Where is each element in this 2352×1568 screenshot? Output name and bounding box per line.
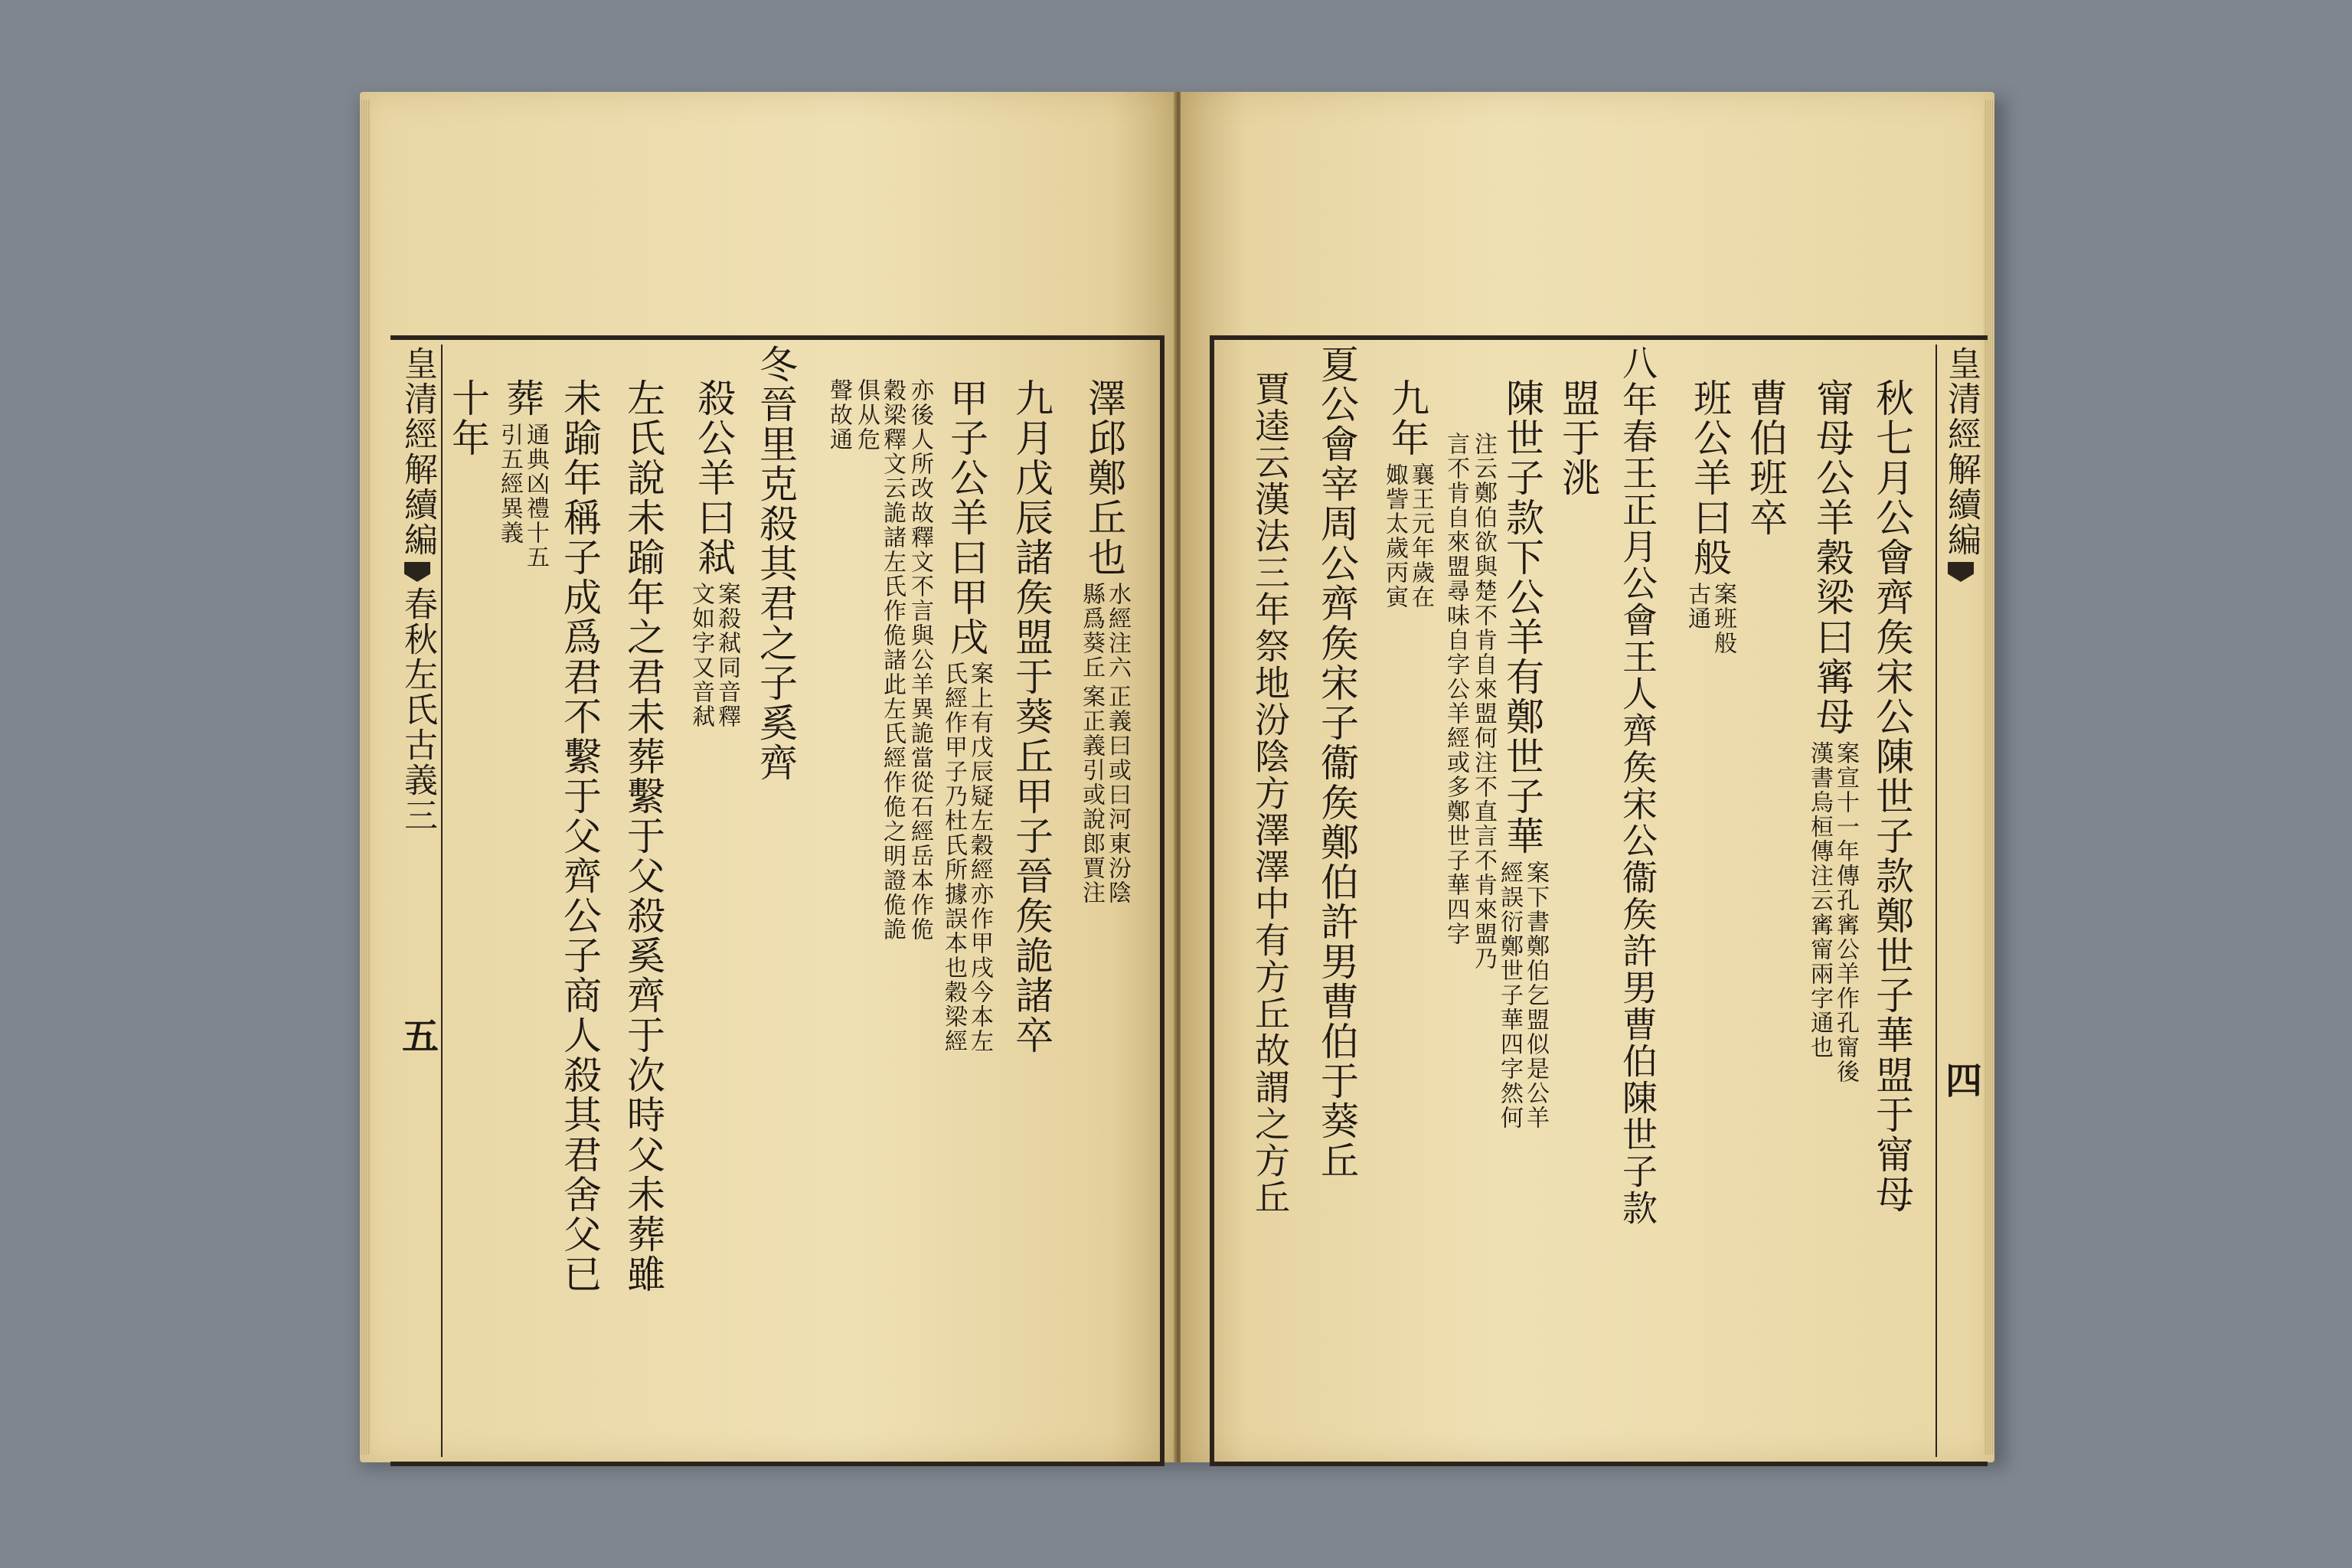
right-col-7 bbox=[1498, 378, 1547, 1130]
column-text: 葬 bbox=[500, 378, 544, 418]
column-text: 盟于洮 bbox=[1556, 378, 1600, 498]
right-col-5 bbox=[1617, 345, 1658, 1227]
note-left: 引五經異義 bbox=[496, 423, 523, 545]
note-right: 案班般 bbox=[1710, 582, 1736, 655]
left-page bbox=[360, 92, 1175, 1462]
left-section-title: 春秋左氏古義三 bbox=[398, 586, 437, 833]
note-left: 縣爲葵丘 bbox=[1078, 582, 1105, 680]
column-text: 十年 bbox=[446, 378, 490, 458]
right-page bbox=[1181, 92, 1994, 1462]
left-col-1 bbox=[1080, 378, 1129, 905]
column-text: 殺公羊曰弒 bbox=[691, 378, 736, 577]
note-right: 案下書鄭伯乞盟似是公羊 bbox=[1522, 861, 1549, 1130]
left-col-4 bbox=[880, 378, 931, 942]
note-left: 娵訾太歲丙寅 bbox=[1381, 462, 1408, 609]
right-margin-column bbox=[1934, 340, 1988, 1462]
right-col-6 bbox=[1556, 378, 1600, 498]
column-text: 秋七月公會齊矦宋公陳世子款鄭世子華盟于甯母 bbox=[1870, 378, 1914, 1214]
left-page-number: 五 bbox=[395, 1017, 439, 1055]
note-right: 俱从危 bbox=[853, 378, 880, 452]
column-text: 班公羊曰般 bbox=[1687, 378, 1732, 577]
right-page-number: 四 bbox=[1939, 1061, 1982, 1099]
fish-tail-mark bbox=[1948, 562, 1974, 582]
note-left: 案正義引或說郎賈注 bbox=[1078, 684, 1105, 905]
right-col-3 bbox=[1743, 378, 1788, 537]
column-text: 賈逵云漢法三年祭地汾陰方澤澤中有方丘故謂之方丘 bbox=[1250, 371, 1291, 1216]
column-text: 未踰年稱子成爲君不繫于父齊公子商人殺其君舍父已 bbox=[557, 378, 602, 1294]
right-col-9 bbox=[1383, 378, 1432, 609]
right-col-8 bbox=[1442, 432, 1497, 971]
column-text: 八年春王正月公會王人齊矦宋公衞矦許男曹伯陳世子款 bbox=[1617, 345, 1658, 1227]
column-text: 左氏說未踰年之君未葬繫于父殺奚齊于次時父未葬雖 bbox=[621, 378, 665, 1294]
left-margin-column bbox=[390, 340, 444, 1462]
left-col-2 bbox=[1009, 378, 1054, 1055]
left-col-9 bbox=[557, 378, 602, 1294]
column-text: 曹伯班卒 bbox=[1743, 378, 1788, 537]
note-left: 言不肯自來盟尋味自字公羊經或多鄭世子華四字 bbox=[1442, 432, 1469, 946]
note-left: 文如字又音弒 bbox=[688, 582, 714, 729]
note-right: 案宣十一年傳孔寗公羊作孔甯後 bbox=[1832, 741, 1859, 1084]
left-col-6 bbox=[753, 345, 798, 782]
left-col-3 bbox=[942, 378, 991, 1054]
right-text-frame bbox=[1210, 335, 1988, 1466]
note-left: 古通 bbox=[1684, 582, 1710, 631]
left-col-10 bbox=[498, 378, 547, 570]
column-text: 九年 bbox=[1385, 378, 1429, 458]
column-text: 甲子公羊曰甲戌 bbox=[944, 378, 988, 657]
note-right: 正義曰或曰河東汾陰 bbox=[1104, 684, 1131, 905]
column-text: 九月戊辰諸矦盟于葵丘甲子晉矦詭諸卒 bbox=[1009, 378, 1054, 1055]
left-col-5 bbox=[825, 378, 880, 452]
note-right: 水經注六 bbox=[1104, 582, 1131, 680]
column-text: 陳世子款下公羊有鄭世子華 bbox=[1500, 378, 1544, 856]
left-text-frame bbox=[390, 335, 1165, 1466]
column-text: 甯母公羊穀梁曰寗母 bbox=[1810, 378, 1854, 737]
note-right: 亦後人所改故釋文不言與公羊異詭當從石經岳本作佹 bbox=[906, 378, 933, 942]
right-col-11 bbox=[1250, 371, 1291, 1216]
open-book bbox=[360, 92, 1994, 1462]
note-left: 穀梁釋文云詭諸左氏作佹諸此左氏經作佹之明證佹詭 bbox=[879, 378, 906, 942]
left-book-title: 皇清經解續編 bbox=[398, 346, 437, 557]
note-left: 經誤衍鄭世子華四字然何 bbox=[1496, 861, 1523, 1130]
right-col-2 bbox=[1808, 378, 1857, 1084]
fish-tail-mark bbox=[404, 562, 430, 582]
column-text: 冬晉里克殺其君之子奚齊 bbox=[753, 345, 798, 782]
left-col-8 bbox=[621, 378, 665, 1294]
note-left: 氏經作甲子乃杜氏所據誤本也穀梁經 bbox=[940, 662, 967, 1054]
column-text: 澤邱鄭丘也 bbox=[1082, 378, 1126, 577]
note-right: 通典凶禮十五 bbox=[522, 423, 549, 570]
column-text: 夏公會宰周公齊矦宋子衞矦鄭伯許男曹伯于葵丘 bbox=[1315, 345, 1359, 1181]
note-left: 漢書烏桓傳注云寗甯兩字通也 bbox=[1806, 741, 1833, 1060]
right-col-10 bbox=[1315, 345, 1359, 1181]
note-right: 案殺弒同音釋 bbox=[714, 582, 740, 729]
right-col-4 bbox=[1685, 378, 1734, 655]
note-right: 案上有戊辰疑左穀經亦作甲戌今本左 bbox=[966, 662, 993, 1054]
right-book-title: 皇清經解續編 bbox=[1942, 346, 1981, 557]
note-right: 襄王元年歲在 bbox=[1407, 462, 1434, 609]
note-left: 聲故通 bbox=[825, 378, 852, 452]
left-col-7 bbox=[689, 378, 738, 729]
note-right: 注云鄭伯欲與楚不肯自來盟何注不直言不肯來盟乃 bbox=[1470, 432, 1497, 971]
left-col-11 bbox=[446, 378, 490, 458]
left-page-edge bbox=[360, 100, 371, 1455]
right-col-1 bbox=[1870, 378, 1914, 1214]
